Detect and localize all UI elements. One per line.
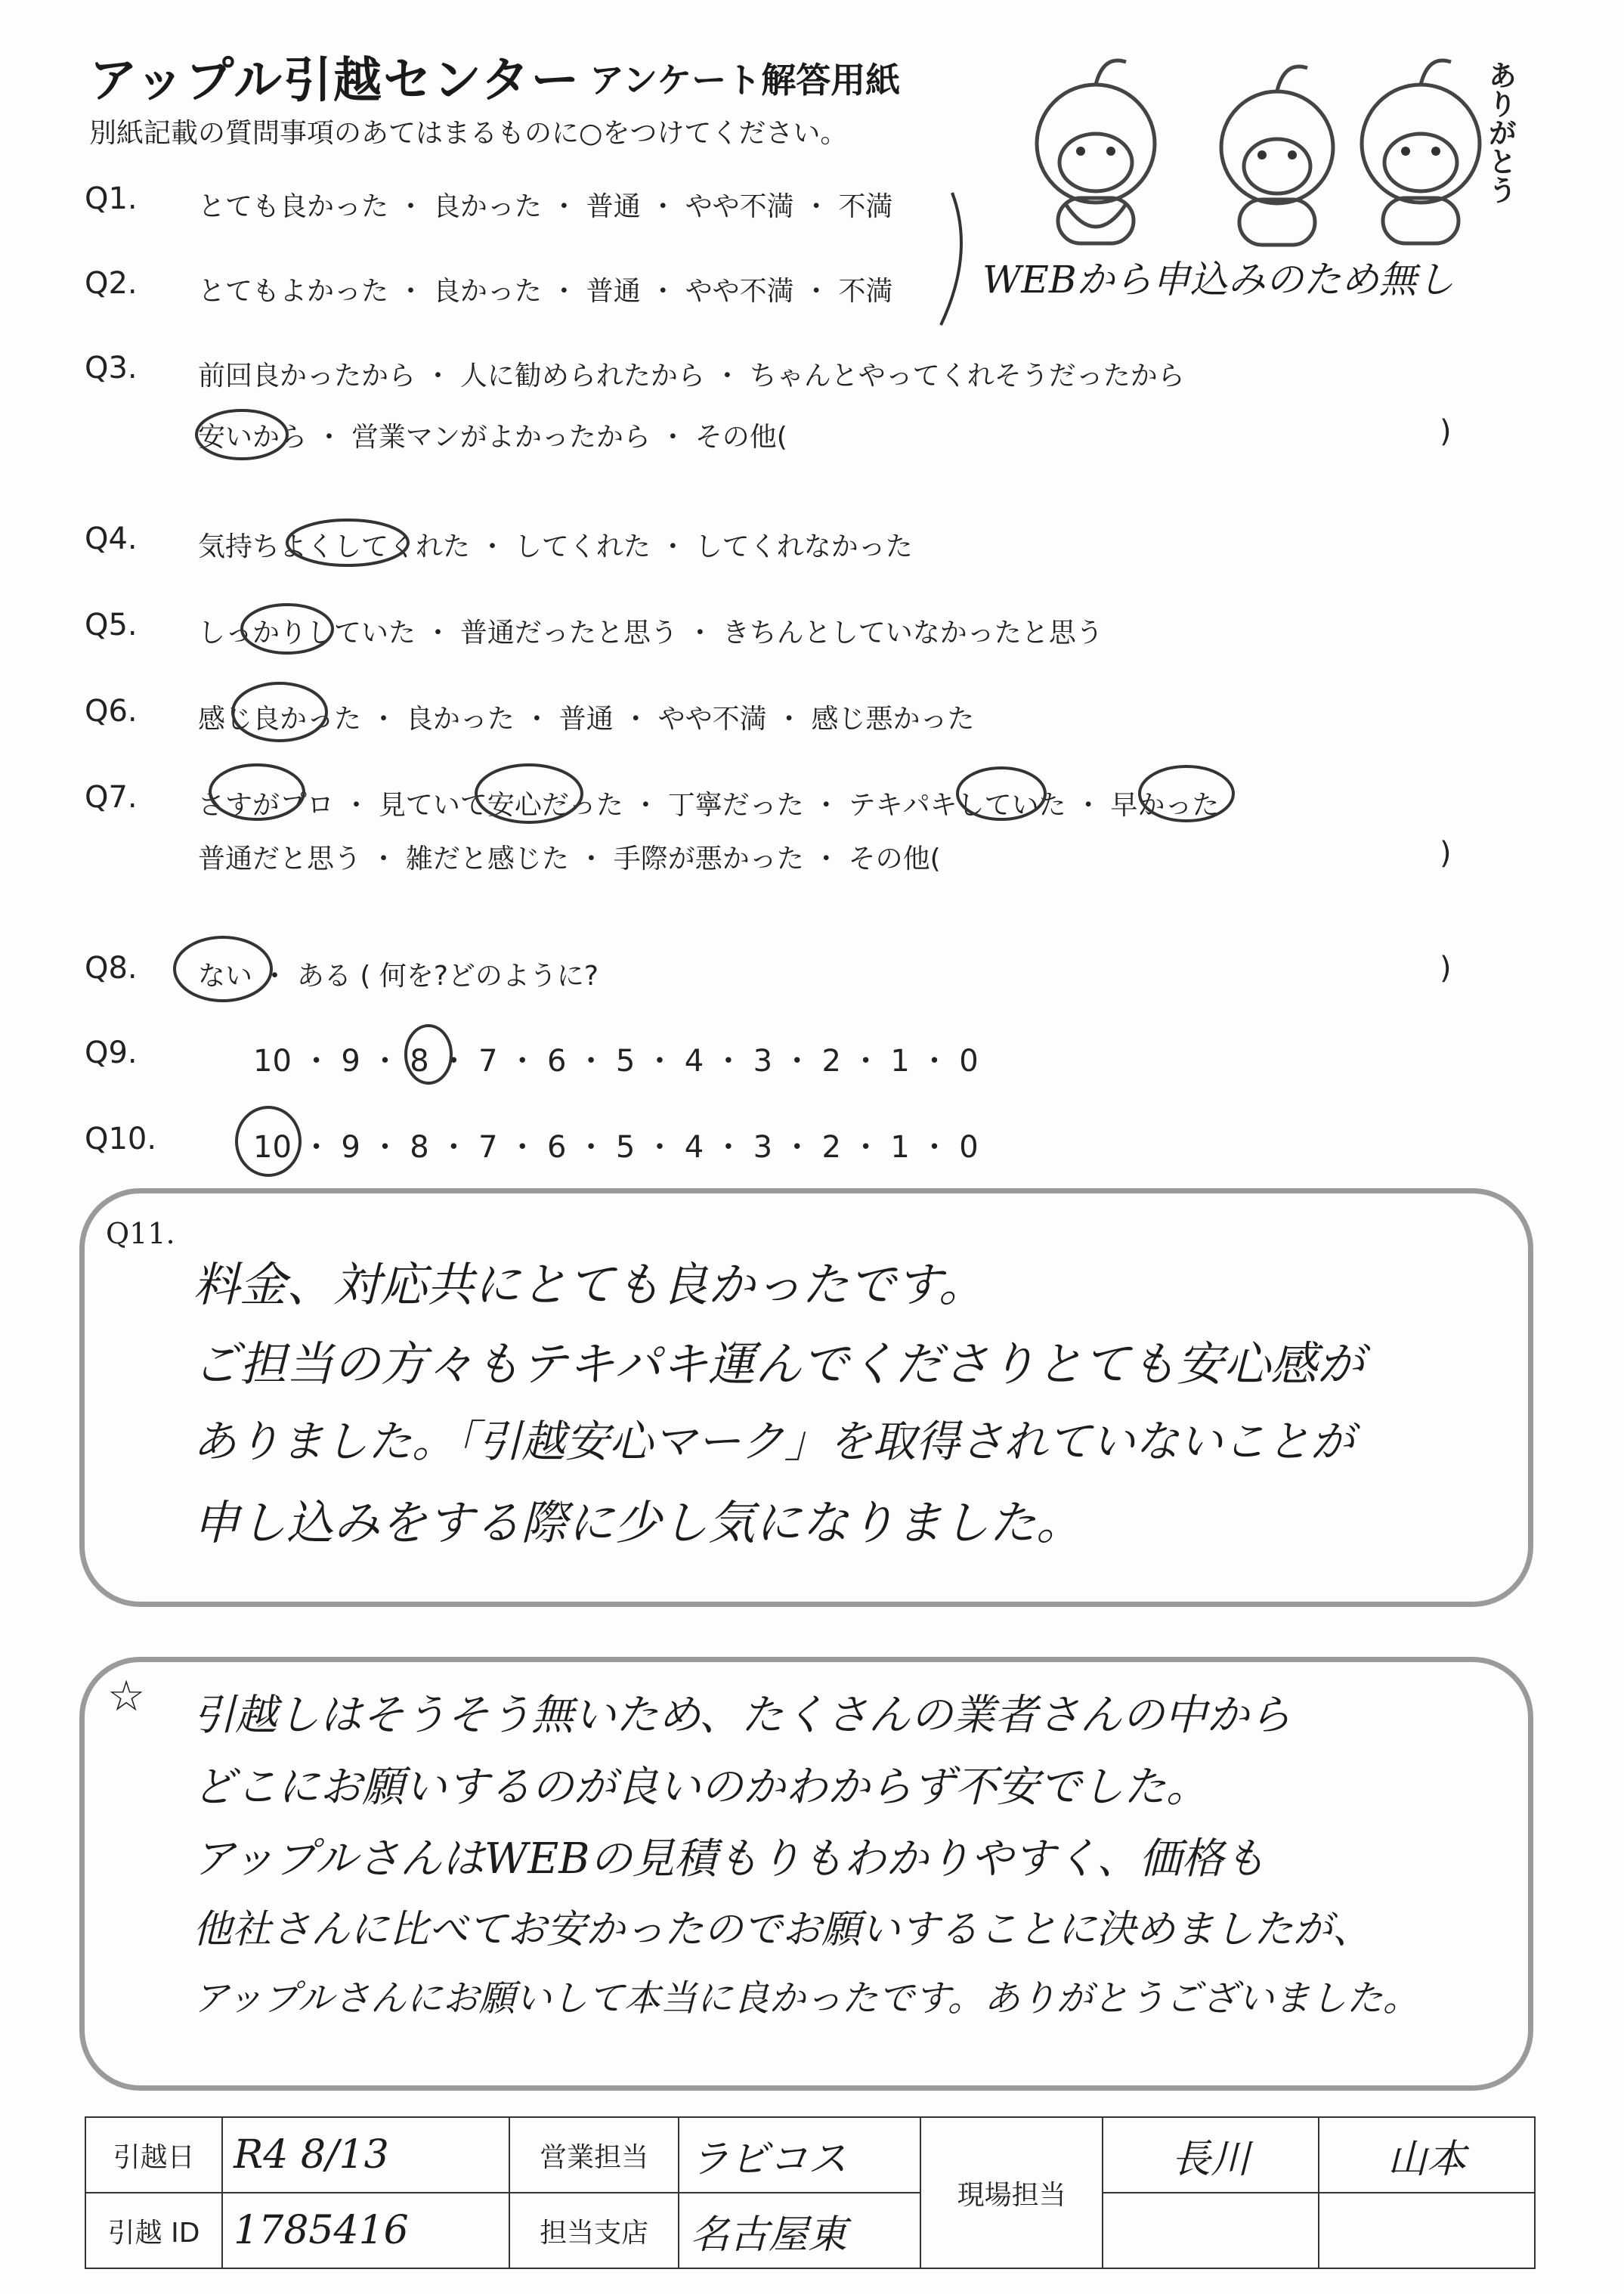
q3-options-line2: 安いから ・ 営業マンがよかったから ・ その他( — [198, 422, 787, 453]
sales-staff-value: ラビコス — [679, 2117, 920, 2193]
q7-circle-4 — [1140, 766, 1233, 821]
star-line-3: アップルさんはWEBの見積もりもわかりやすく、価格も — [193, 1834, 1267, 1884]
q3-circle — [196, 410, 287, 459]
q11-label: Q11. — [106, 1217, 175, 1250]
q6-label: Q6. — [85, 694, 138, 729]
q4-circle — [287, 520, 408, 565]
q9-scale: 10 ・ 9 ・ 8 ・ 7 ・ 6 ・ 5 ・ 4 ・ 3 ・ 2 ・ 1 ・ 0 — [253, 1044, 979, 1079]
q3-label: Q3. — [85, 351, 138, 385]
site-staff-value-2: 山本 — [1319, 2117, 1535, 2193]
q2-options: とてもよかった ・ 良かった ・ 普通 ・ やや不満 ・ 不満 — [198, 276, 893, 307]
q1-q2-handwritten-note: WEBから申込みのため無し — [982, 258, 1455, 302]
star-line-5: アップルさんにお願いして本当に良かったです。ありがとうございました。 — [193, 1977, 1419, 2020]
form-subtitle: アンケート解答用紙 — [589, 60, 901, 101]
q10-label: Q10. — [85, 1122, 157, 1156]
q7-close-paren: ) — [1440, 836, 1452, 871]
q8-options: ない ・ ある ( 何を?どのように? — [198, 961, 599, 992]
q7-circle-2 — [476, 765, 582, 822]
q2-label: Q2. — [85, 266, 138, 301]
q11-line-3: ありました。「引越安心マーク」を取得されていないことが — [193, 1416, 1355, 1467]
q1-label: Q1. — [85, 181, 138, 216]
q7-options-line2: 普通だと思う ・ 雑だと感じた ・ 手際が悪かった ・ その他( — [198, 844, 941, 875]
site-staff-empty-2 — [1319, 2193, 1535, 2268]
site-staff-value-1: 長川 — [1103, 2117, 1319, 2193]
q4-options: 気持ちよくしてくれた ・ してくれた ・ してくれなかった — [198, 531, 913, 562]
q1-q2-bracket-mark — [941, 193, 961, 325]
q7-circle-3 — [957, 768, 1045, 819]
q6-circle — [233, 683, 326, 741]
q9-label: Q9. — [85, 1036, 138, 1070]
q8-circle — [175, 937, 271, 1001]
site-staff-empty-1 — [1103, 2193, 1319, 2268]
q3-close-paren: ) — [1440, 414, 1452, 449]
q11-line-4: 申し込みをする際に少し気になりました。 — [193, 1495, 1084, 1550]
branch-label: 担当支店 — [509, 2193, 679, 2268]
q10-circle — [237, 1107, 300, 1175]
star-line-2: どこにお願いするのが良いのかわからず不安でした。 — [193, 1763, 1208, 1812]
q7-options-line1: さすがプロ ・ 見ていて安心だった ・ 丁寧だった ・ テキパキしていた ・ 早かった — [198, 790, 1220, 821]
q5-circle — [242, 605, 333, 653]
site-staff-label: 現場担当 — [920, 2117, 1103, 2268]
q4-label: Q4. — [85, 522, 138, 556]
instruction-text: 別紙記載の質問事項のあてはまるものに○をつけてください。 — [89, 118, 848, 149]
move-id-value: 1785416 — [222, 2193, 509, 2268]
q1-options: とても良かった ・ 良かった ・ 普通 ・ やや不満 ・ 不満 — [198, 191, 893, 222]
footer-table — [85, 2116, 1536, 2269]
mascot-thanks-text: ありがとう — [1483, 60, 1517, 204]
q7-circle-1 — [210, 765, 304, 819]
branch-value: 名古屋東 — [679, 2193, 920, 2268]
q5-options: しっかりしていた ・ 普通だったと思う ・ きちんとしていなかったと思う — [198, 618, 1103, 649]
q6-options: 感じ良かった ・ 良かった ・ 普通 ・ やや不満 ・ 感じ悪かった — [198, 704, 975, 735]
star-line-1: 引越しはそうそう無いため、たくさんの業者さんの中から — [193, 1691, 1291, 1740]
move-date-value: R4 8/13 — [222, 2117, 509, 2193]
star-line-4: 他社さんに比べてお安かったのでお願いすることに決めましたが、 — [193, 1907, 1372, 1952]
star-icon: ☆ — [107, 1672, 146, 1721]
q3-options-line1: 前回良かったから ・ 人に勧められたから ・ ちゃんとやってくれそうだったから — [198, 361, 1185, 392]
q5-label: Q5. — [85, 608, 138, 642]
move-id-label: 引越 ID — [85, 2193, 222, 2268]
q8-label: Q8. — [85, 951, 138, 986]
q9-circle — [406, 1026, 451, 1083]
brand-title: アップル引越センター — [89, 53, 581, 109]
q10-scale: 10 ・ 9 ・ 8 ・ 7 ・ 6 ・ 5 ・ 4 ・ 3 ・ 2 ・ 1 ・ 0 — [253, 1130, 979, 1165]
sales-staff-label: 営業担当 — [509, 2117, 679, 2193]
move-date-label: 引越日 — [85, 2117, 222, 2193]
q11-line-1: 料金、対応共にとても良かったです。 — [193, 1257, 986, 1312]
q11-line-2: ご担当の方々もテキパキ運んでくださりとても安心感が — [193, 1336, 1365, 1392]
q8-close-paren: ) — [1440, 951, 1452, 986]
q7-label: Q7. — [85, 780, 138, 815]
